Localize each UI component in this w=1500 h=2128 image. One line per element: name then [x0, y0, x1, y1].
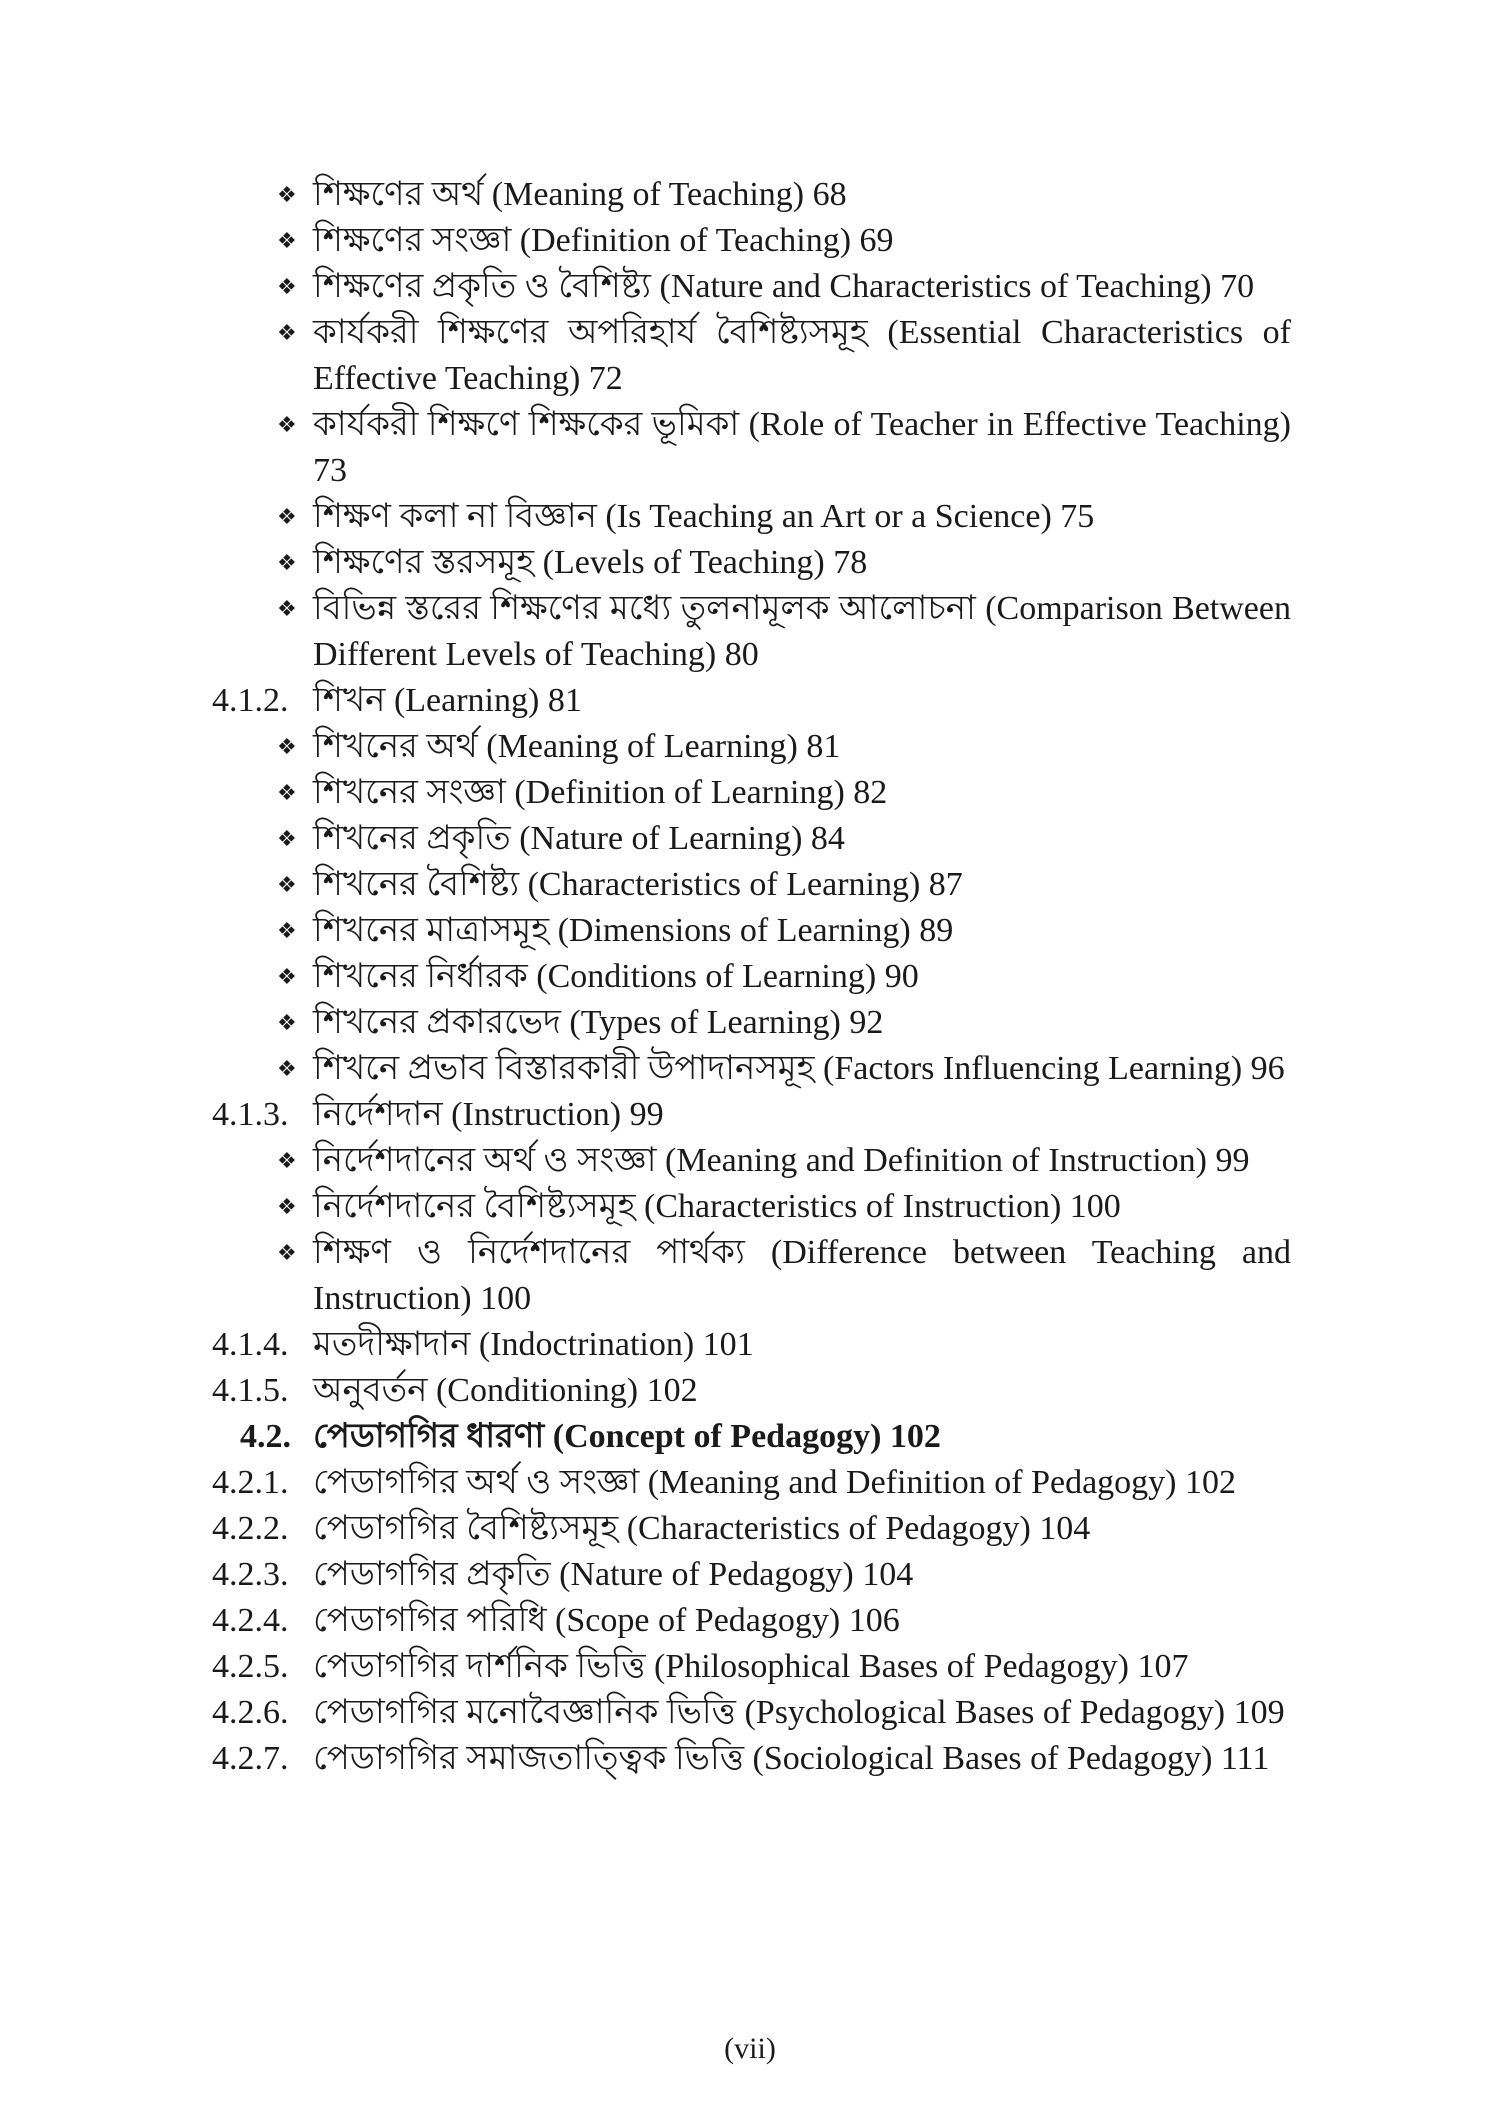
- section-number: 4.2.4.: [212, 1602, 289, 1639]
- entry-text: পেডাগগির মনোবৈজ্ঞানিক ভিত্তি (Psychological Bases of Pedagogy) 109: [313, 1694, 1285, 1731]
- bullet-icon: ❖: [277, 182, 297, 207]
- toc-section-entry: [0, 1690, 1291, 1736]
- entry-text: কার্যকরী শিক্ষণের অপরিহার্য বৈশিষ্ট্যসমূহ (Essential Characteristics of Effective Teaching) 72: [313, 314, 1291, 397]
- entry-text: নির্দেশদানের বৈশিষ্ট্যসমূহ (Characteristics of Instruction) 100: [313, 1188, 1121, 1225]
- entry-text: অনুবর্তন (Conditioning) 102: [313, 1372, 698, 1409]
- section-number: 4.1.5.: [212, 1372, 289, 1409]
- section-number: 4.2.: [240, 1418, 291, 1455]
- bullet-icon: ❖: [277, 872, 297, 897]
- section-number: 4.2.5.: [212, 1648, 289, 1685]
- toc-section-entry: [0, 1552, 1291, 1598]
- toc-section-entry: [0, 1322, 1291, 1368]
- bullet-icon: ❖: [277, 964, 297, 989]
- toc-section-entry: [0, 1506, 1291, 1552]
- entry-text: শিক্ষণের স্তরসমূহ (Levels of Teaching) 78: [313, 544, 868, 581]
- toc-section-entry: [0, 678, 1291, 724]
- toc-section-entry: [0, 1736, 1291, 1782]
- bullet-icon: ❖: [277, 274, 297, 299]
- entry-text: শিখনের প্রকারভেদ (Types of Learning) 92: [313, 1004, 884, 1041]
- toc-bullet-entry: [0, 540, 1291, 586]
- bullet-icon: ❖: [277, 1148, 297, 1173]
- section-number: 4.2.2.: [212, 1510, 289, 1547]
- toc-bullet-entry: [0, 218, 1291, 264]
- entry-text: নির্দেশদান (Instruction) 99: [313, 1096, 664, 1133]
- bullet-icon: ❖: [277, 1240, 297, 1265]
- toc-bullet-entry: [0, 908, 1291, 954]
- toc-bullet-entry: [0, 862, 1291, 908]
- entry-text: শিখনের অর্থ (Meaning of Learning) 81: [313, 728, 841, 765]
- toc-section-entry: [0, 1644, 1291, 1690]
- toc-bullet-entry: [0, 172, 1291, 218]
- section-number: 4.2.6.: [212, 1694, 289, 1731]
- entry-text: শিখনের নির্ধারক (Conditions of Learning) 90: [313, 958, 919, 995]
- bullet-icon: ❖: [277, 412, 297, 437]
- toc-bullet-entry: [0, 586, 1291, 678]
- toc-bullet-entry: [0, 402, 1291, 494]
- entry-text: শিক্ষণ কলা না বিজ্ঞান (Is Teaching an Art or a Science) 75: [313, 498, 1095, 535]
- bullet-icon: ❖: [277, 1010, 297, 1035]
- entry-text: পেডাগগির পরিধি (Scope of Pedagogy) 106: [313, 1602, 900, 1639]
- entry-text: পেডাগগির সমাজতাত্ত্বিক ভিত্তি (Sociological Bases of Pedagogy) 111: [313, 1740, 1270, 1777]
- toc-bullet-entry: [0, 494, 1291, 540]
- entry-text: মতদীক্ষাদান (Indoctrination) 101: [313, 1326, 754, 1363]
- toc-section-entry: [0, 1598, 1291, 1644]
- bullet-icon: ❖: [277, 320, 297, 345]
- toc-bullet-entry: [0, 1138, 1291, 1184]
- entry-text: পেডাগগির দার্শনিক ভিত্তি (Philosophical Bases of Pedagogy) 107: [313, 1648, 1189, 1685]
- toc-bullet-entry: [0, 1184, 1291, 1230]
- section-number: 4.2.3.: [212, 1556, 289, 1593]
- toc-bullet-entry: [0, 816, 1291, 862]
- toc-bullet-entry: [0, 1230, 1291, 1322]
- bullet-icon: ❖: [277, 1194, 297, 1219]
- entry-text: শিক্ষণের সংজ্ঞা (Definition of Teaching) 69: [313, 222, 894, 259]
- entry-text: নির্দেশদানের অর্থ ও সংজ্ঞা (Meaning and Definition of Instruction) 99: [313, 1142, 1250, 1179]
- section-number: 4.1.2.: [212, 682, 289, 719]
- entry-text: পেডাগগির অর্থ ও সংজ্ঞা (Meaning and Definition of Pedagogy) 102: [313, 1464, 1236, 1501]
- page-number: (vii): [724, 2032, 776, 2065]
- toc-section-entry: [0, 1368, 1291, 1414]
- toc-section-entry: [0, 1092, 1291, 1138]
- table-of-contents: [0, 172, 1500, 1782]
- entry-text: পেডাগগির বৈশিষ্ট্যসমূহ (Characteristics of Pedagogy) 104: [313, 1510, 1091, 1547]
- entry-text: শিক্ষণের প্রকৃতি ও বৈশিষ্ট্য (Nature and Characteristics of Teaching) 70: [313, 268, 1255, 305]
- bullet-icon: ❖: [277, 550, 297, 575]
- entry-text: কার্যকরী শিক্ষণে শিক্ষকের ভূমিকা (Role of Teacher in Effective Teaching) 73: [313, 406, 1291, 489]
- entry-text: শিখনের মাত্রাসমূহ (Dimensions of Learning) 89: [313, 912, 954, 949]
- bullet-icon: ❖: [277, 1056, 297, 1081]
- bullet-icon: ❖: [277, 596, 297, 621]
- toc-bullet-entry: [0, 310, 1291, 402]
- bullet-icon: ❖: [277, 228, 297, 253]
- toc-bullet-entry: [0, 1000, 1291, 1046]
- bullet-icon: ❖: [277, 826, 297, 851]
- entry-text: শিখনের সংজ্ঞা (Definition of Learning) 82: [313, 774, 888, 811]
- toc-bullet-entry: [0, 724, 1291, 770]
- section-number: 4.1.3.: [212, 1096, 289, 1133]
- entry-text: শিক্ষণের অর্থ (Meaning of Teaching) 68: [313, 176, 847, 213]
- bullet-icon: ❖: [277, 780, 297, 805]
- section-number: 4.2.1.: [212, 1464, 289, 1501]
- toc-bullet-entry: [0, 1046, 1291, 1092]
- entry-text: শিখনের বৈশিষ্ট্য (Characteristics of Learning) 87: [313, 866, 963, 903]
- toc-chapter-heading: [0, 1414, 1500, 1460]
- section-number: 4.2.7.: [212, 1740, 289, 1777]
- bullet-icon: ❖: [277, 918, 297, 943]
- section-number: 4.1.4.: [212, 1326, 289, 1363]
- entry-text: বিভিন্ন স্তরের শিক্ষণের মধ্যে তুলনামূলক আলোচনা (Comparison Between Different Levels of Teaching) 80: [313, 590, 1291, 673]
- toc-bullet-entry: [0, 264, 1291, 310]
- bullet-icon: ❖: [277, 504, 297, 529]
- toc-bullet-entry: [0, 770, 1291, 816]
- toc-bullet-entry: [0, 954, 1291, 1000]
- entry-text: শিখন (Learning) 81: [313, 682, 582, 719]
- entry-text: পেডাগগির ধারণা (Concept of Pedagogy) 102: [313, 1418, 941, 1455]
- entry-text: শিক্ষণ ও নির্দেশদানের পার্থক্য (Difference between Teaching and Instruction) 100: [313, 1234, 1291, 1317]
- entry-text: পেডাগগির প্রকৃতি (Nature of Pedagogy) 104: [313, 1556, 914, 1593]
- entry-text: শিখনের প্রকৃতি (Nature of Learning) 84: [313, 820, 845, 857]
- bullet-icon: ❖: [277, 734, 297, 759]
- entry-text: শিখনে প্রভাব বিস্তারকারী উপাদানসমূহ (Factors Influencing Learning) 96: [313, 1050, 1285, 1087]
- toc-section-entry: [0, 1460, 1291, 1506]
